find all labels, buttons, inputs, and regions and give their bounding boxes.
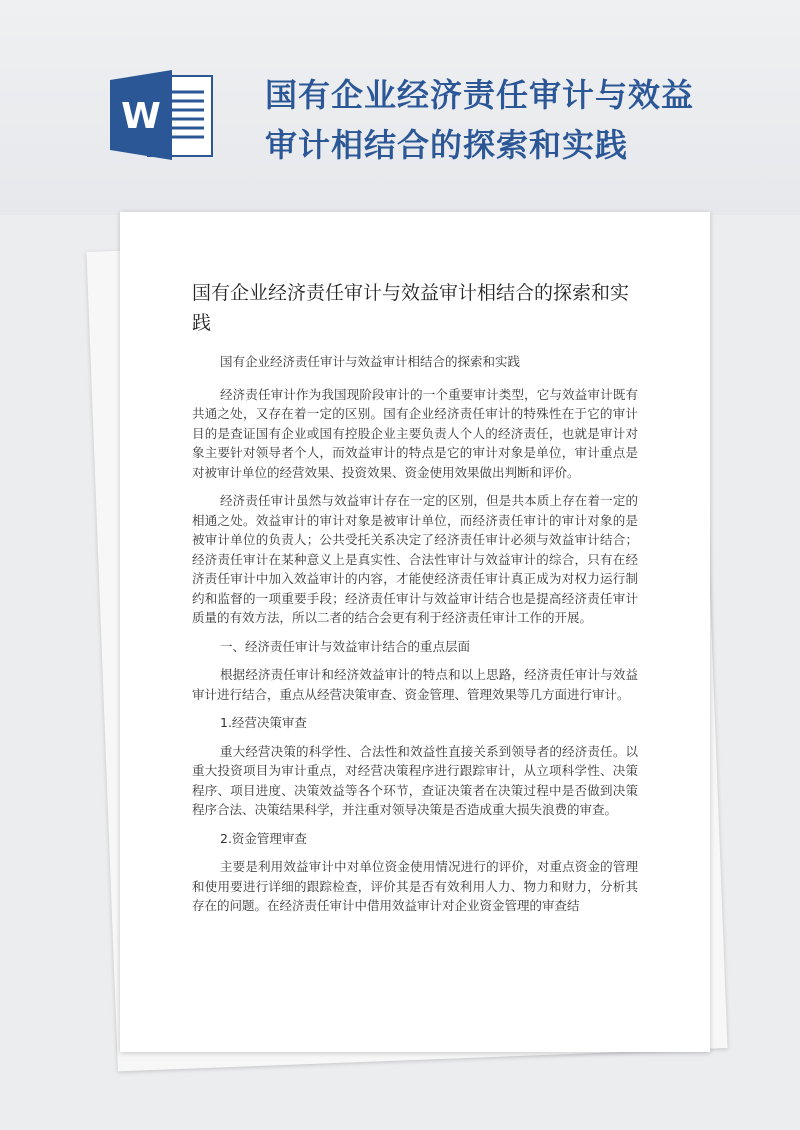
banner <box>0 0 800 215</box>
subsection-heading: 1.经营决策审查 <box>220 715 307 730</box>
document-title: 国有企业经济责任审计与效益审计相结合的探索和实践 <box>192 282 630 334</box>
body-paragraph: 重大经营决策的科学性、合法性和效益性直接关系到领导者的经济责任。以重大投资项目为审计重点，对经营决策程序进行跟踪审计，从立项科学性、决策程序、项目进度、决策效益等各个环节，查证决策者在决策过程中是否做到决策程序合法、决策结果科学，并注重对领导决策是否造成重大损失浪费的审查。 <box>192 743 638 817</box>
body-paragraph: 主要是利用效益审计中对单位资金使用情况进行的评价，对重点资金的管理和使用要进行详细的跟踪检查，评价其是否有效利用人力、物力和财力，分析其存在的问题。在经济责任审计中借用效益审计对企业资金管理的审查结 <box>192 859 638 913</box>
section-heading: 一、经济责任审计与效益审计结合的重点层面 <box>220 638 471 654</box>
subtitle-paragraph: 国有企业经济责任审计与效益审计相结合的探索和实践 <box>220 354 521 369</box>
document-body <box>192 352 638 925</box>
document-page <box>120 212 710 1052</box>
banner-title: 国有企业经济责任审计与效益审计相结合的探索和实践 <box>265 76 695 164</box>
body-paragraph: 经济责任审计作为我国现阶段审计的一个重要审计类型，它与效益审计既有共通之处，又存在着一定的区别。国有企业经济责任审计的特殊性在于它的审计目的是查证国有企业或国有控股企业主要负责人个人的经济责任，也就是审计对象主要针对领导者个人，而效益审计的特点是它的审计对象是单位，审计重点是对被审计单位的经营效果、投资效果、资金使用效果做出判断和评价。 <box>192 386 638 480</box>
body-paragraph: 经济责任审计虽然与效益审计存在一定的区别，但是共本质上存在着一定的相通之处。效益审计的审计对象是被审计单位，而经济责任审计的审计对象的是被审计单位的负责人；公共受托关系决定了经济责任审计必须与效益审计结合；经济责任审计在某种意义上是真实性、合法性审计与效益审计的综合，只有在经济责任审计中加入效益审计的内容，才能使经济责任审计真正成为对权力运行制约和监督的一项重要手段；经济责任审计与效益审计结合也是提高经济责任审计质量的有效方法，所以二者的结合会更有利于经济责任审计工作的开展。 <box>192 493 638 625</box>
body-paragraph: 根据经济责任审计和经济效益审计的特点和以上思路，经济责任审计与效益审计进行结合，重点从经营决策审查、资金管理、管理效果等几方面进行审计。 <box>192 667 638 702</box>
subsection-heading: 2.资金管理审查 <box>220 830 307 846</box>
word-document-icon <box>110 70 220 160</box>
word-logo-letter: W <box>121 96 161 137</box>
